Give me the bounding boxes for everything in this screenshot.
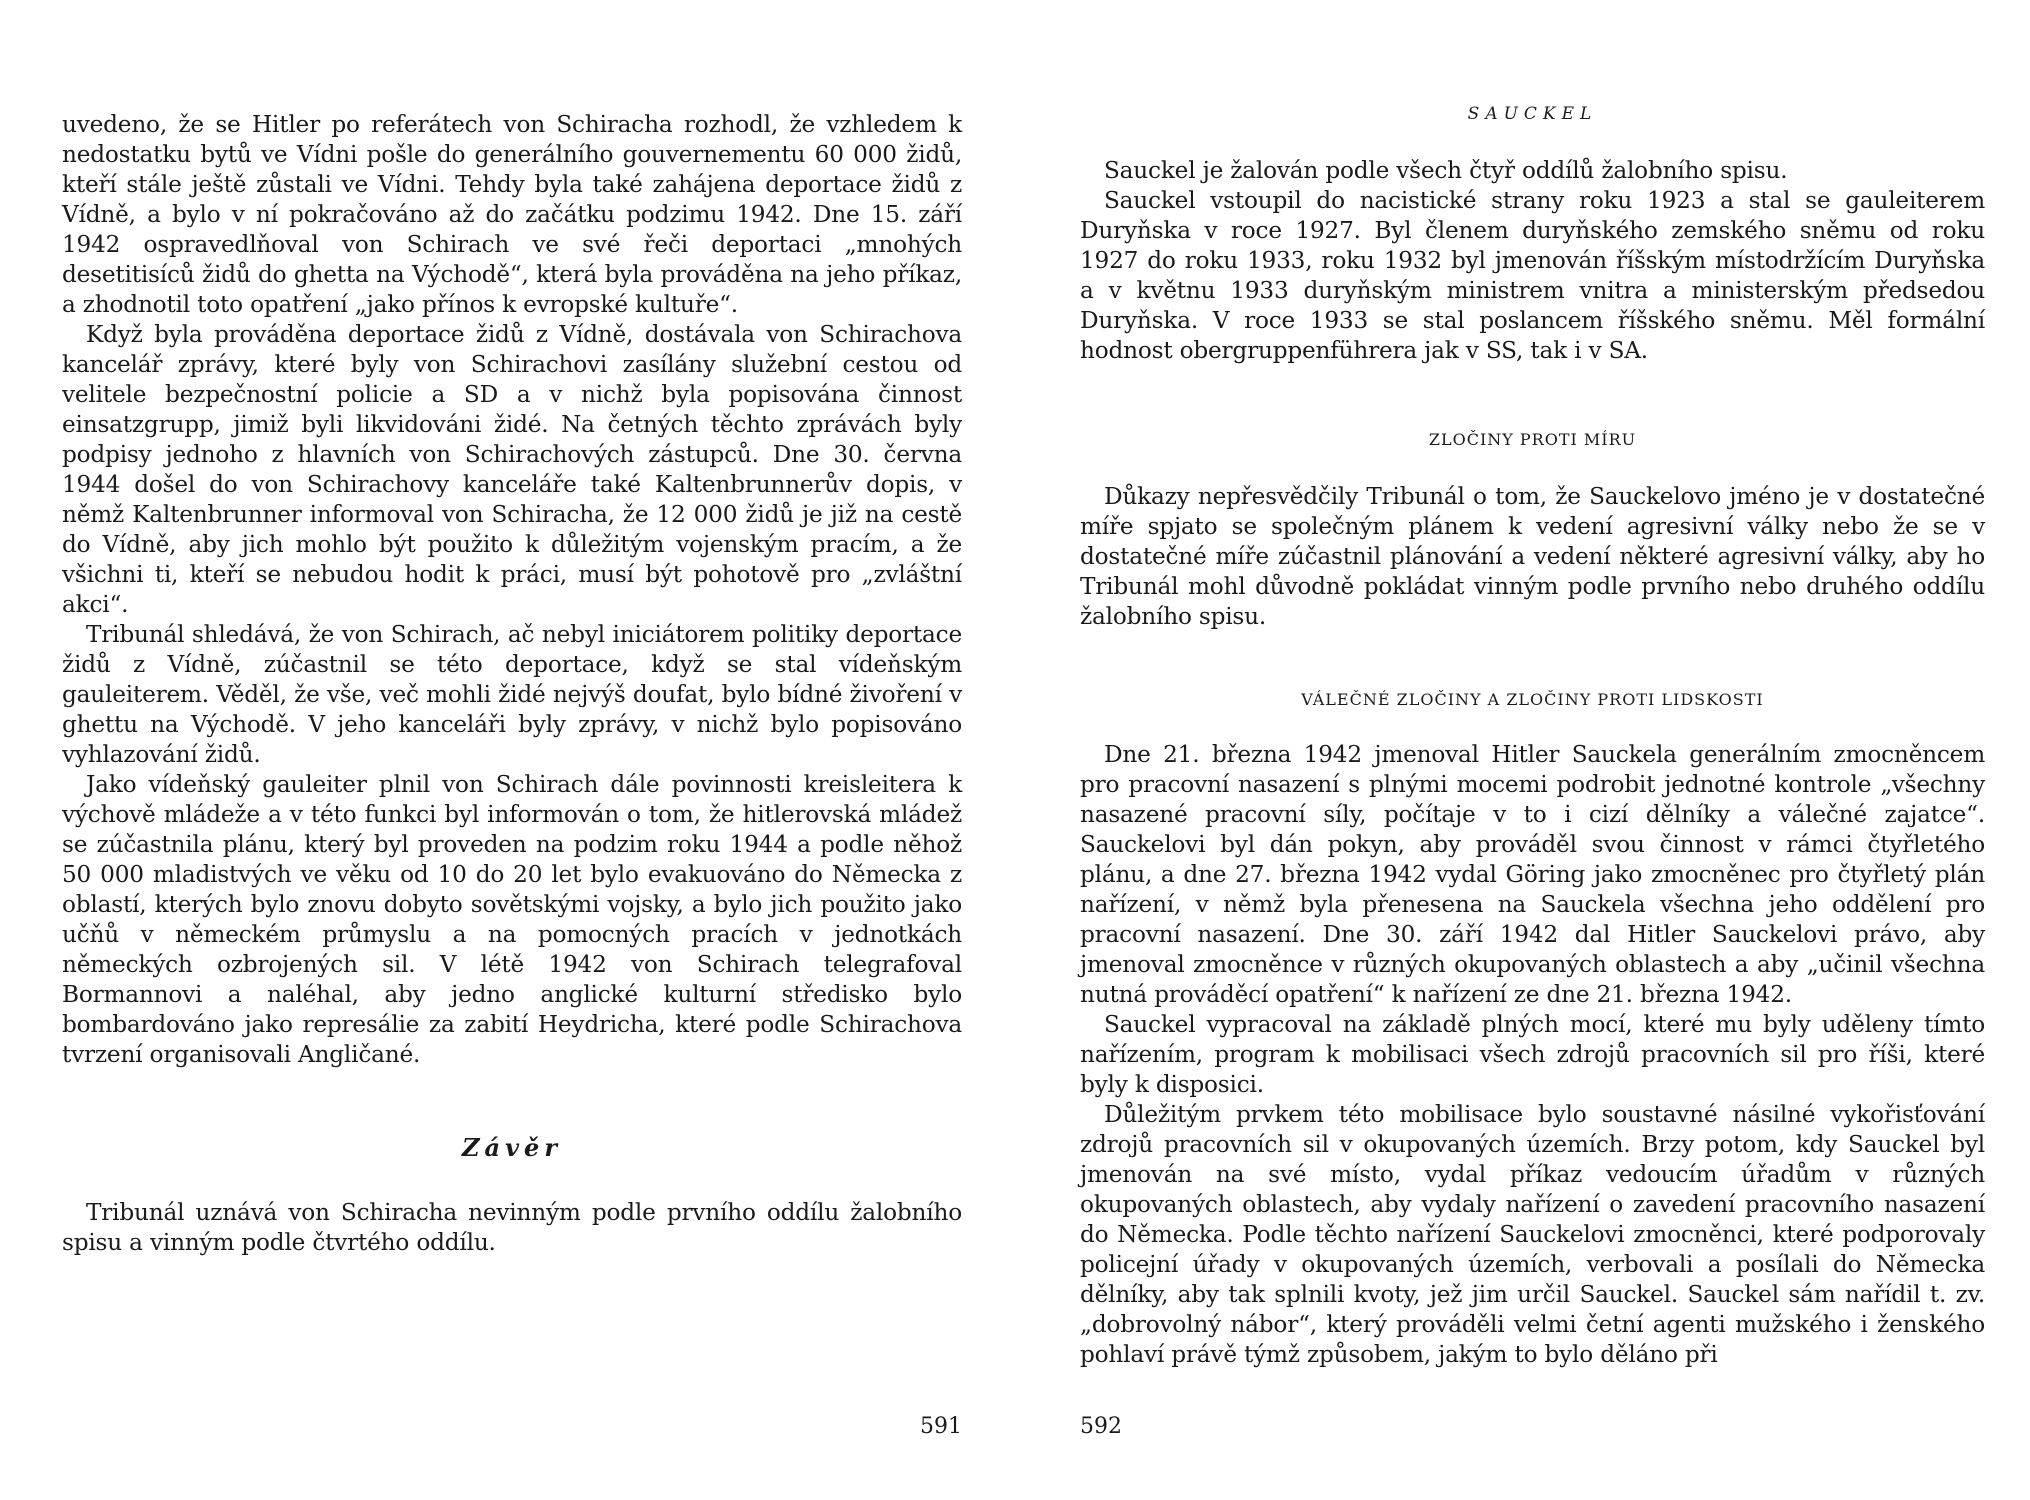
conclusion-paragraph: Tribunál uznává von Schiracha nevinným podle prvního oddílu žalobního spisu a vinným podle čtvrtého oddílu. (62, 1199, 962, 1256)
paragraph: Sauckel vypracoval na základě plných mocí, které mu byly uděleny tímto nařízením, program k mobilisaci všech zdrojů pracovních sil pro říši, které byly k disposici. (1080, 1011, 1985, 1098)
conclusion-heading: Závěr (462, 1133, 562, 1162)
paragraph: Jako vídeňský gauleiter plnil von Schirach dále povinnosti kreisleitera k výchově mládeže a v této funkci byl informován o tom, že hitlerovská mládež se zúčastnila plánu, který byl proveden na podzim roku 1944 a podle něhož 50 000 mladistvých ve věku od 10 do 20 let bylo evakuováno do Německa z oblastí, kterých bylo znovu dobyto sovětskými vojsky, a bylo jich použito jako učňů v německém průmyslu a na pomocných pracích v jednotkách německých ozbrojených sil. V létě 1942 von Schirach telegrafoval Bormannovi a naléhal, aby jedno anglické kulturní středisko bylo bombardováno jako represálie za zabití Heydricha, které podle Schirachova tvrzení organisovali Angličané. (62, 771, 962, 1068)
paragraph: Sauckel vstoupil do nacistické strany roku 1923 a stal se gauleiterem Duryňska v roce 1927. Byl členem duryňského zemského sněmu od roku 1927 do roku 1933, roku 1932 byl jmenován říšským místodržícím Duryňska a v květnu 1933 duryňským ministrem vnitra a ministerským předsedou Duryňska. V roce 1933 se stal poslancem říšského sněmu. Měl formální hodnost obergruppenführera jak v SS, tak i v SA. (1080, 187, 1985, 364)
left-page (62, 0, 962, 1500)
paragraph: Když byla prováděna deportace židů z Vídně, dostávala von Schirachova kancelář zprávy, které byly von Schirachovi zasílány služební cestou od velitele bezpečnostní policie a SD a v nichž byla popisována činnost einsatzgrupp, jimiž byli likvidováni židé. Na četných těchto zprávách byly podpisy jednoho z hlavních von Schirachových zástupců. Dne 30. června 1944 došel do von Schirachovy kanceláře také Kaltenbrunnerův dopis, v němž Kaltenbrunner informoval von Schiracha, že 12 000 židů je již na cestě do Vídně, aby jich mohlo být použito k důležitým vojenským pracím, a že všichni ti, kteří se nebudou hodit k práci, musí být pohotově pro „zvláštní akci“. (62, 321, 962, 618)
page-number-left: 591 (920, 1414, 962, 1439)
paragraph: Tribunál shledává, že von Schirach, ač nebyl iniciátorem politiky deportace židů z Vídně, zúčastnil se této deportace, když se stal vídeňským gauleiterem. Věděl, že vše, več mohli židé nejvýš doufat, bylo bídné živoření v ghettu na Východě. V jeho kanceláři byly zprávy, v nichž bylo popisováno vyhlazování židů. (62, 621, 962, 768)
paragraph: Důležitým prvkem této mobilisace bylo soustavné násilné vykořisťování zdrojů pracovních sil v okupovaných územích. Brzy potom, kdy Sauckel byl jmenován na své místo, vydal příkaz vedoucím úřadům v různých okupovaných oblastech, aby vydaly nařízení o zavedení pracovního nasazení do Německa. Podle těchto nařízení Sauckelovi zmocněnci, které podporovaly policejní úřady v okupovaných územích, verbovali a posílali do Německa dělníky, aby tak splnili kvoty, jež jim určil Sauckel. Sauckel sám nařídil t. zv. „dobrovolný nábor“, který prováděli velmi četní agenti mužského i ženského pohlaví právě týmž způsobem, jakým to bylo děláno při (1080, 1101, 1985, 1368)
conclusion-text-block (62, 1198, 962, 1258)
paragraph: Sauckel je žalován podle všech čtyř oddílů žalobního spisu. (1104, 157, 1788, 184)
paragraph: uvedeno, že se Hitler po referátech von Schiracha rozhodl, že vzhledem k nedostatku bytů ve Vídni pošle do generálního gouvernementu 60 000 židů, kteří stále ještě zůstali ve Vídni. Tehdy byla také zahájena deportace židů z Vídně, a bylo v ní pokračováno až do začátku podzimu 1942. Dne 15. září 1942 ospravedlňoval von Schirach ve své řeči deportaci „mnohých desetitisíců židů do ghetta na Východě“, která byla prováděna na jeho příkaz, a zhodnotil toto opatření „jako přínos k evropské kultuře“. (62, 111, 962, 318)
section-heading-crimes-against-peace: ZLOČINY PROTI MÍRU (1428, 430, 1637, 449)
paragraph: Dne 21. března 1942 jmenoval Hitler Sauckela generálním zmocněncem pro pracovní nasazení s plnými mocemi podrobit jednotné kontrole „všechny nasazené pracovní síly, počítaje v to i cizí dělníky a válečné zajatce“. Sauckelovi byl dán pokyn, aby prováděl svou činnost v rámci čtyřletého plánu, a dne 27. března 1942 vydal Göring jako zmocněnec pro čtyřletý plán nařízení, v němž byla přenesena na Sauckela všechna jeho oddělení pro pracovní nasazení. Dne 30. září 1942 dal Hitler Sauckelovi právo, aby jmenoval zmocněnce v různých okupovaných oblastech a aby „učinil všechna nutná prováděcí opatření“ k nařízení ze dne 21. března 1942. (1080, 741, 1985, 1008)
section-heading-war-crimes: VÁLEČNÉ ZLOČINY A ZLOČINY PROTI LIDSKOSTI (1301, 690, 1764, 709)
right-intro-text (1080, 156, 1985, 366)
page-number-right: 592 (1080, 1414, 1122, 1439)
right-page (1080, 0, 1985, 1500)
running-head: SAUCKEL (1467, 104, 1598, 124)
left-body-text (62, 110, 962, 1070)
section-1-text-block (1080, 482, 1985, 632)
section-2-text-block (1080, 740, 1985, 1370)
paragraph: Důkazy nepřesvědčily Tribunál o tom, že Sauckelovo jméno je v dostatečné míře spjato se společným plánem k vedení agresivní války nebo že se v dostatečné míře zúčastnil plánování a vedení některé agresivní války, aby ho Tribunál mohl důvodně pokládat vinným podle prvního nebo druhého oddílu žalobního spisu. (1080, 483, 1985, 630)
